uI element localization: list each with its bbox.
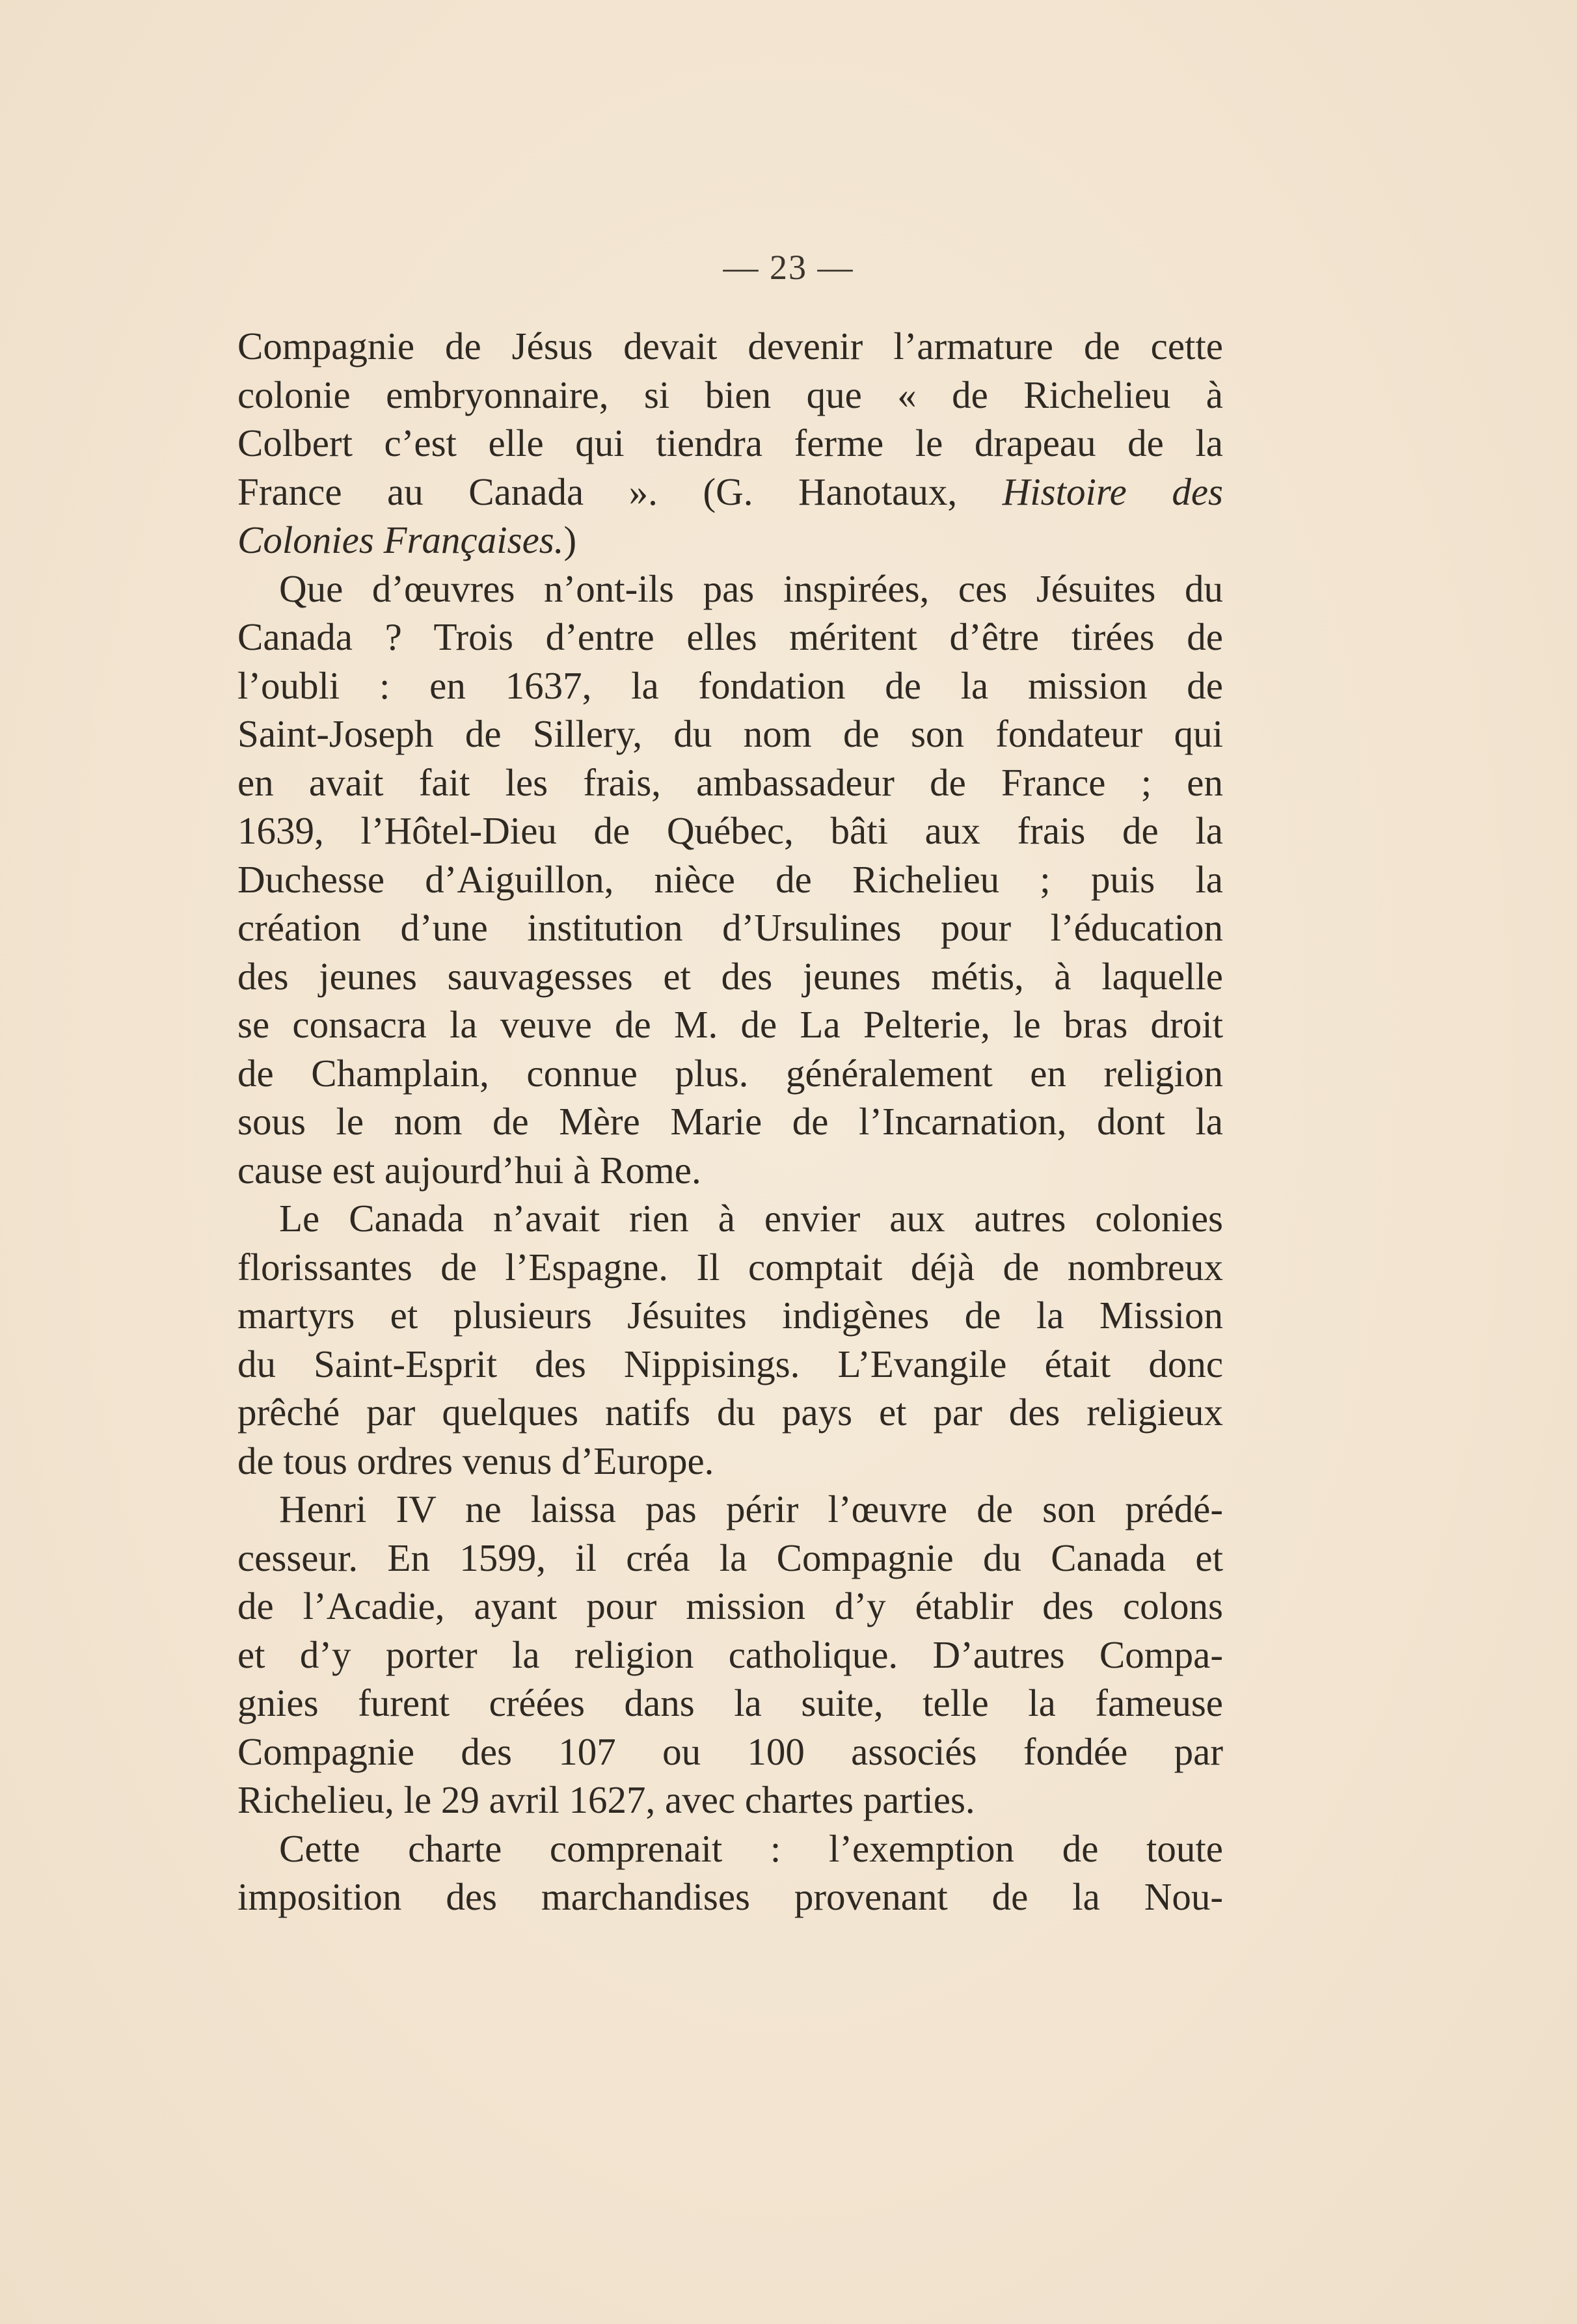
text-line: Henri IV ne laissa pas périr l’œuvre de son prédé- — [279, 1488, 1223, 1530]
text-line: cause est aujourd’hui à Rome. — [237, 1148, 701, 1192]
book-title-italic: Histoire des — [1002, 470, 1223, 513]
text-line: Canada ? Trois d’entre elles méritent d’être tirées de — [237, 615, 1223, 658]
text-line: Cette charte comprenait : l’exemption de toute — [279, 1826, 1223, 1870]
text-line: se consacra la veuve de M. de La Pelterie, le bras droit — [237, 1003, 1223, 1046]
text-line: Le Canada n’avait rien à envier aux autres colonies — [279, 1197, 1223, 1240]
text-line: en avait fait les frais, ambassadeur de France ; en — [237, 760, 1223, 804]
text-line: imposition des marchandises provenant de la Nou- — [237, 1875, 1223, 1918]
text-line: Que d’œuvres n’ont-ils pas inspirées, ces Jésuites du — [279, 567, 1223, 610]
text-line: l’oubli : en 1637, la fondation de la mission de — [237, 663, 1223, 707]
text-line: des jeunes sauvagesses et des jeunes métis, à laquelle — [237, 954, 1223, 998]
text-line: Duchesse d’Aiguillon, nièce de Richelieu ; puis la — [237, 857, 1223, 901]
text-line: Compagnie des 107 ou 100 associés fondée par — [237, 1730, 1223, 1773]
text-line: Colbert c’est elle qui tiendra ferme le drapeau de la — [237, 421, 1223, 464]
body-text — [237, 322, 1223, 1921]
text-line — [237, 516, 1223, 565]
text-line: du Saint-Esprit des Nippisings. L’Evangile était donc — [237, 1342, 1223, 1385]
text-line — [237, 468, 1223, 516]
text-line: de Champlain, connue plus. généralement en religion — [237, 1051, 1223, 1095]
text-fragment: France au Canada ». (G. Hanotaux, — [237, 470, 1003, 513]
text-line: Saint-Joseph de Sillery, du nom de son fondateur qui — [237, 712, 1223, 755]
text-line: cesseur. En 1599, il créa la Compagnie du Canada et — [237, 1536, 1223, 1579]
text-line: et d’y porter la religion catholique. D’autres Compa- — [237, 1633, 1223, 1676]
text-line: florissantes de l’Espagne. Il comptait déjà de nombreux — [237, 1245, 1223, 1289]
text-line: martyrs et plusieurs Jésuites indigènes de la Mission — [237, 1294, 1223, 1337]
text-line: création d’une institution d’Ursulines pour l’éducation — [237, 906, 1223, 949]
book-title-italic: Colonies Françaises. — [237, 518, 564, 561]
text-line: de l’Acadie, ayant pour mission d’y établir des colons — [237, 1584, 1223, 1627]
page-number: — 23 — — [723, 248, 854, 287]
text-line: Compagnie de Jésus devait devenir l’armature de cette — [237, 325, 1223, 367]
text-line: prêché par quelques natifs du pays et par des religieux — [237, 1391, 1223, 1434]
text-line: Richelieu, le 29 avril 1627, avec chartes parties. — [237, 1778, 975, 1821]
text-line: sous le nom de Mère Marie de l’Incarnation, dont la — [237, 1100, 1223, 1143]
text-fragment: ) — [563, 518, 577, 561]
text-line: 1639, l’Hôtel-Dieu de Québec, bâti aux frais de la — [237, 809, 1223, 852]
text-line: colonie embryonnaire, si bien que « de Richelieu à — [237, 373, 1223, 416]
text-line: de tous ordres venus d’Europe. — [237, 1439, 714, 1482]
text-line: gnies furent créées dans la suite, telle la fameuse — [237, 1681, 1223, 1724]
